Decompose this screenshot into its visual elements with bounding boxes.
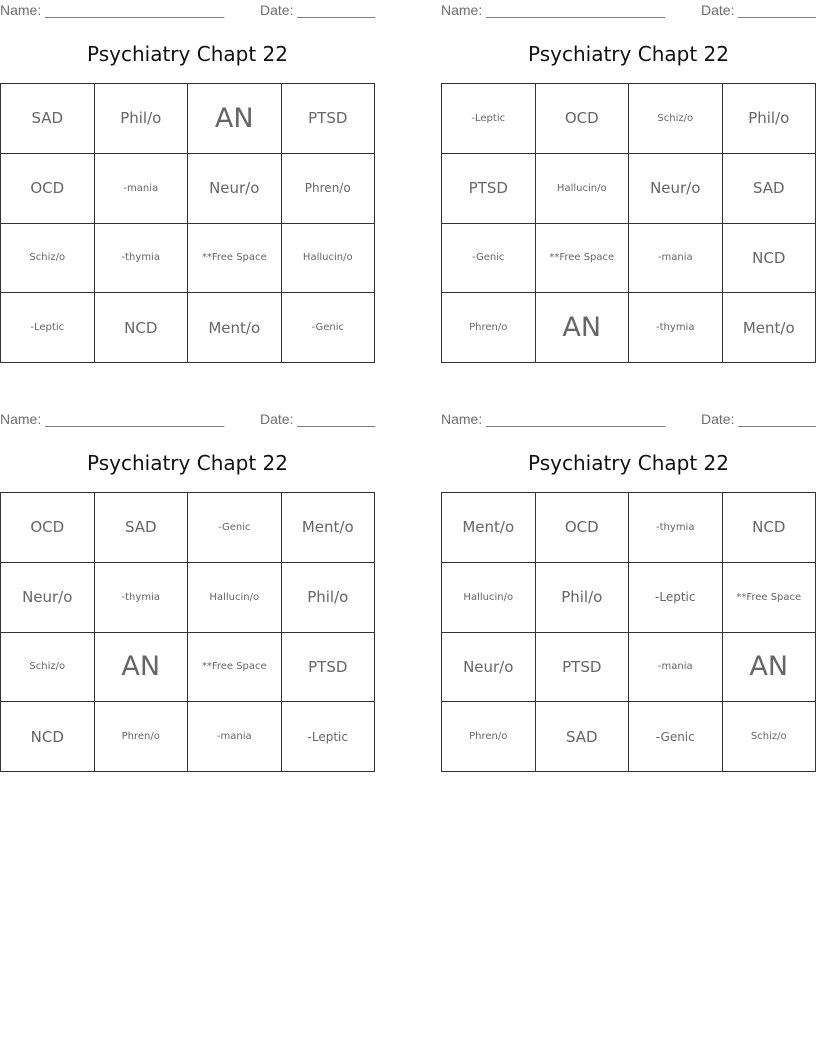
bingo-cell: SAD <box>536 702 630 772</box>
bingo-cell: NCD <box>723 493 816 563</box>
bingo-cell: Neur/o <box>1 563 95 633</box>
bingo-cell: Phren/o <box>442 293 536 363</box>
bingo-cell: -mania <box>188 702 282 772</box>
bingo-cell: Phren/o <box>282 154 376 224</box>
bingo-cell: **Free Space <box>536 224 630 294</box>
bingo-grid <box>0 83 375 363</box>
bingo-cell: NCD <box>723 224 816 294</box>
card-title: Psychiatry Chapt 22 <box>87 451 288 475</box>
bingo-grid <box>441 83 816 363</box>
card-header <box>441 0 816 20</box>
bingo-cell: Hallucin/o <box>282 224 376 294</box>
bingo-cell: -Genic <box>282 293 376 363</box>
bingo-cell: -thymia <box>629 493 723 563</box>
card-title: Psychiatry Chapt 22 <box>528 42 729 66</box>
bingo-cell: PTSD <box>442 154 536 224</box>
bingo-cell: -Leptic <box>442 84 536 154</box>
name-field-label: Name: _______________________ <box>441 411 666 427</box>
bingo-cell: -thymia <box>95 224 189 294</box>
bingo-cell: -mania <box>629 224 723 294</box>
bingo-cell: NCD <box>95 293 189 363</box>
card-header <box>0 0 375 20</box>
name-field-label: Name: _______________________ <box>0 2 225 18</box>
bingo-cell: AN <box>536 293 630 363</box>
bingo-cell: Phren/o <box>95 702 189 772</box>
bingo-cell: Phil/o <box>282 563 376 633</box>
bingo-cell: Phren/o <box>442 702 536 772</box>
bingo-cell: PTSD <box>282 633 376 703</box>
bingo-grid <box>441 492 816 772</box>
name-field-label: Name: _______________________ <box>441 2 666 18</box>
bingo-cell: AN <box>188 84 282 154</box>
bingo-cell: SAD <box>95 493 189 563</box>
bingo-cell: -mania <box>95 154 189 224</box>
bingo-cell: OCD <box>536 84 630 154</box>
bingo-cell: SAD <box>1 84 95 154</box>
card-header <box>0 409 375 429</box>
bingo-cell: -Leptic <box>282 702 376 772</box>
bingo-cell: Hallucin/o <box>442 563 536 633</box>
bingo-cell: Neur/o <box>188 154 282 224</box>
bingo-card-3 <box>0 409 375 779</box>
bingo-card-4 <box>441 409 816 779</box>
bingo-cell: -mania <box>629 633 723 703</box>
bingo-cell: NCD <box>1 702 95 772</box>
bingo-cell: PTSD <box>282 84 376 154</box>
bingo-cell: Schiz/o <box>1 224 95 294</box>
bingo-cell: -thymia <box>95 563 189 633</box>
bingo-cell: OCD <box>1 493 95 563</box>
bingo-cell: Neur/o <box>442 633 536 703</box>
bingo-grid <box>0 492 375 772</box>
bingo-cell: -Genic <box>442 224 536 294</box>
bingo-cell: PTSD <box>536 633 630 703</box>
bingo-cell: Ment/o <box>188 293 282 363</box>
date-field-label: Date: __________ <box>260 411 376 427</box>
bingo-card-1 <box>0 0 375 370</box>
bingo-cell: Ment/o <box>442 493 536 563</box>
bingo-cell: **Free Space <box>188 224 282 294</box>
bingo-cell: **Free Space <box>723 563 816 633</box>
bingo-cell: Phil/o <box>723 84 816 154</box>
bingo-cell: Schiz/o <box>723 702 816 772</box>
bingo-cell: Schiz/o <box>1 633 95 703</box>
bingo-card-2 <box>441 0 816 370</box>
bingo-cell: Neur/o <box>629 154 723 224</box>
card-title: Psychiatry Chapt 22 <box>528 451 729 475</box>
date-field-label: Date: __________ <box>701 411 816 427</box>
bingo-cell: Schiz/o <box>629 84 723 154</box>
bingo-cell: Phil/o <box>95 84 189 154</box>
bingo-cell: SAD <box>723 154 816 224</box>
date-field-label: Date: __________ <box>701 2 816 18</box>
bingo-cell: Ment/o <box>282 493 376 563</box>
bingo-cell: Hallucin/o <box>188 563 282 633</box>
bingo-cell: -thymia <box>629 293 723 363</box>
bingo-cell: **Free Space <box>188 633 282 703</box>
bingo-cell: OCD <box>1 154 95 224</box>
bingo-cell: Ment/o <box>723 293 816 363</box>
bingo-cell: -Genic <box>188 493 282 563</box>
bingo-cell: AN <box>95 633 189 703</box>
bingo-cell: AN <box>723 633 816 703</box>
bingo-cell: -Genic <box>629 702 723 772</box>
name-field-label: Name: _______________________ <box>0 411 225 427</box>
bingo-cell: OCD <box>536 493 630 563</box>
bingo-cell: -Leptic <box>629 563 723 633</box>
card-title: Psychiatry Chapt 22 <box>87 42 288 66</box>
bingo-cell: Phil/o <box>536 563 630 633</box>
bingo-cell: Hallucin/o <box>536 154 630 224</box>
card-header <box>441 409 816 429</box>
date-field-label: Date: __________ <box>260 2 376 18</box>
bingo-cell: -Leptic <box>1 293 95 363</box>
